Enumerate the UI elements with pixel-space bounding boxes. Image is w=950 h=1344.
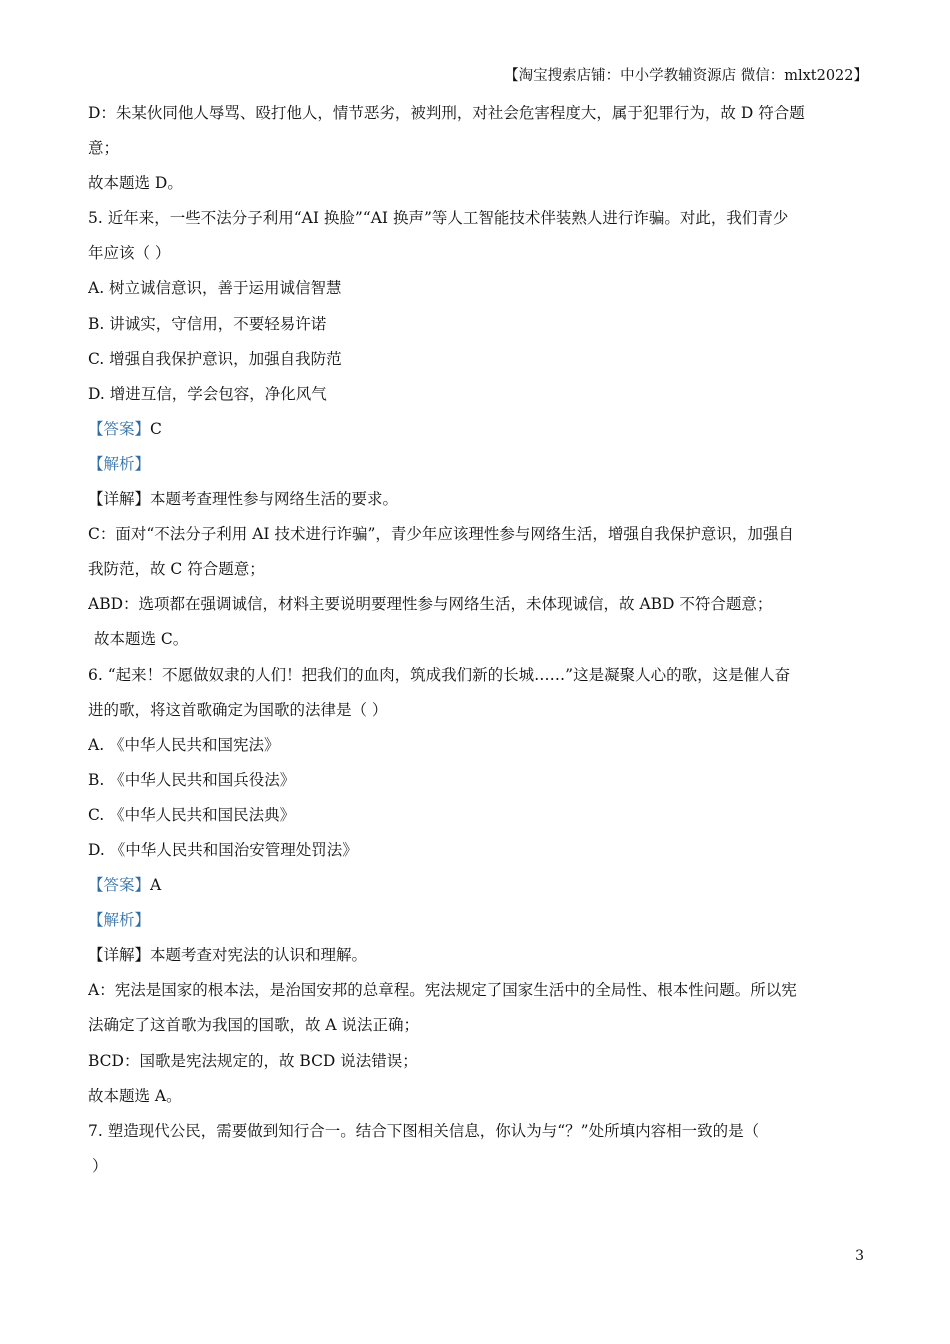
analysis-label: 【解析】 <box>88 454 151 473</box>
detail-line <box>88 938 864 973</box>
detail-label: 【详解】 <box>88 946 151 965</box>
question-5-stem: 年应该（ ） <box>88 244 171 263</box>
question-6-option-b: B. 《中华人民共和国兵役法》 <box>88 770 296 789</box>
question-6-option-d: D. 《中华人民共和国治安管理处罚法》 <box>88 840 358 859</box>
answer-value: C <box>150 419 162 438</box>
explanation-line: D：朱某伙同他人辱骂、殴打他人，情节恶劣，被判刑，对社会危害程度大，属于犯罪行为，故 D 符合题 <box>88 104 805 122</box>
detail-text: 本题考查理性参与网络生活的要求。 <box>150 490 399 509</box>
page-header: 【淘宝搜索店铺：中小学教辅资源店 微信：mlxt2022】 <box>504 68 868 84</box>
question-7-stem: ） <box>92 1156 108 1175</box>
explanation-line: ABD：选项都在强调诚信，材料主要说明要理性参与网络生活，未体现诚信，故 ABD 不符合题意； <box>88 595 773 614</box>
question-5-option-a: A. 树立诚信意识，善于运用诚信智慧 <box>88 279 342 298</box>
analysis-line <box>88 903 864 938</box>
detail-text: 本题考查对宪法的认识和理解。 <box>150 946 368 965</box>
analysis-line <box>88 447 864 482</box>
question-6-option-c: C. 《中华人民共和国民法典》 <box>88 805 296 824</box>
answer-value: A <box>150 876 162 895</box>
detail-line <box>88 482 864 517</box>
answer-line <box>88 868 864 903</box>
question-5-option-b: B. 讲诚实，守信用，不要轻易许诺 <box>88 314 327 333</box>
explanation-line: C：面对“不法分子利用 AI 技术进行诈骗”，青少年应该理性参与网络生活，增强自我保护意识，加强自 <box>88 525 794 544</box>
question-5-stem: 5. 近年来，一些不法分子利用“AI 换脸”“AI 换声”等人工智能技术伴装熟人进行诈骗。对此，我们青少 <box>88 209 789 228</box>
question-6-stem: 6. “起来！不愿做奴隶的人们！把我们的血肉，筑成我们新的长城……”这是凝聚人心的歌，这是催人奋 <box>88 665 791 684</box>
conclusion-line: 故本题选 C。 <box>94 630 189 649</box>
page-number: 3 <box>855 1248 864 1264</box>
explanation-line: BCD：国歌是宪法规定的，故 BCD 说法错误； <box>88 1051 418 1070</box>
explanation-line: A：宪法是国家的根本法，是治国安邦的总章程。宪法规定了国家生活中的全局性、根本性问题。所以宪 <box>88 981 797 1000</box>
question-6-option-a: A. 《中华人民共和国宪法》 <box>88 735 280 754</box>
question-6-stem: 进的歌，将这首歌确定为国歌的法律是（ ） <box>88 700 388 719</box>
question-5-option-c: C. 增强自我保护意识，加强自我防范 <box>88 349 342 368</box>
conclusion-line: 故本题选 A。 <box>88 1086 182 1105</box>
question-7-stem: 7. 塑造现代公民，需要做到知行合一。结合下图相关信息，你认为与“？”处所填内容相一致的是（ <box>88 1121 760 1140</box>
analysis-label: 【解析】 <box>88 911 151 930</box>
answer-label: 【答案】 <box>88 876 151 895</box>
detail-label: 【详解】 <box>88 490 151 509</box>
question-5-option-d: D. 增进互信，学会包容，净化风气 <box>88 384 327 403</box>
answer-line <box>88 412 864 447</box>
conclusion-line: 故本题选 D。 <box>88 174 183 193</box>
explanation-line: 我防范，故 C 符合题意； <box>88 560 265 579</box>
explanation-line: 法确定了这首歌为我国的国歌，故 A 说法正确； <box>88 1016 420 1035</box>
explanation-line: 意； <box>88 139 120 158</box>
answer-label: 【答案】 <box>88 419 151 438</box>
page-content <box>88 96 864 1184</box>
